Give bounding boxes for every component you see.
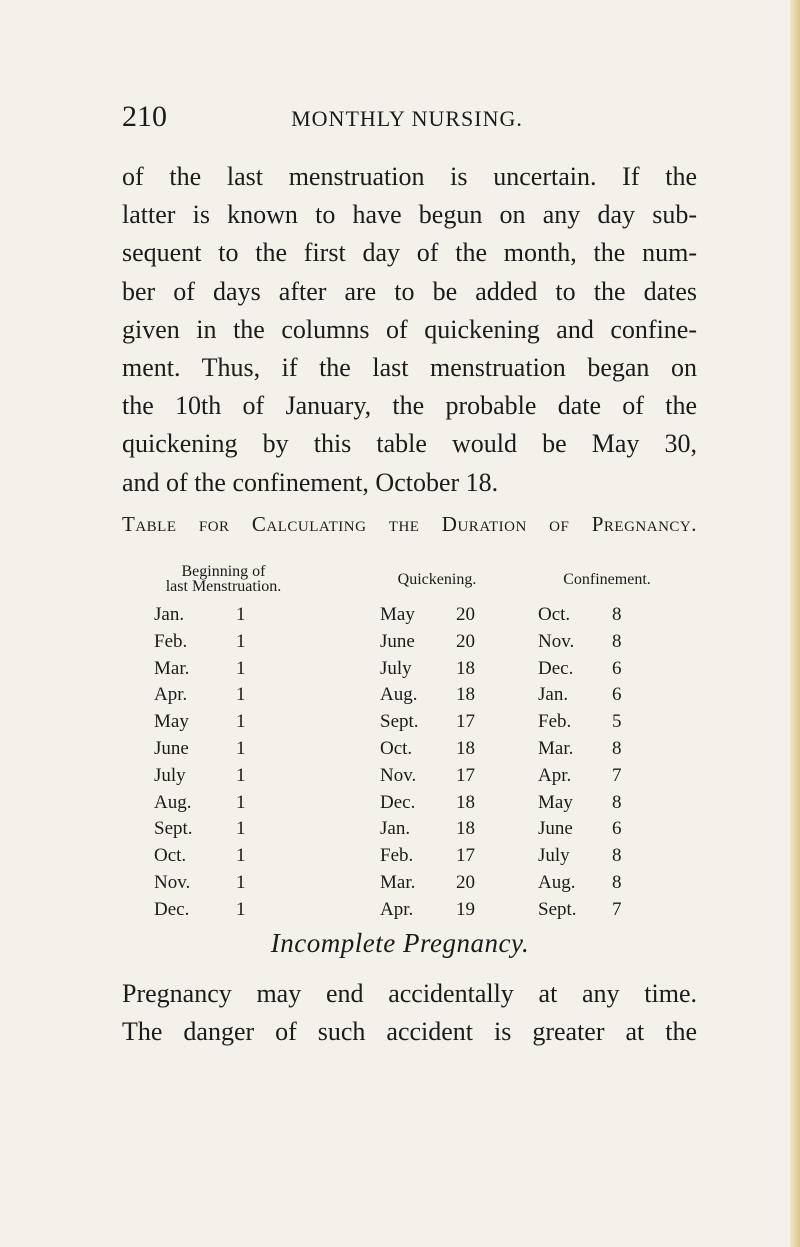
day: 1 (236, 764, 246, 786)
header-line: Beginning of (181, 563, 266, 580)
day: 1 (236, 871, 246, 893)
day: 1 (236, 711, 246, 733)
month: July (154, 764, 186, 786)
day: 18 (456, 737, 475, 759)
quickening-cell (380, 765, 500, 787)
month: Feb. (380, 845, 414, 867)
confinement-cell (538, 711, 638, 733)
day: 18 (456, 684, 475, 706)
menstruation-cell (154, 631, 274, 653)
running-title: MONTHLY NURSING. (291, 106, 523, 131)
quickening-cell (380, 818, 500, 840)
table-row (122, 711, 697, 738)
month: Jan. (154, 604, 185, 625)
quickening-cell (380, 684, 500, 706)
day: 20 (456, 630, 475, 652)
quickening-cell (380, 738, 500, 760)
day: 17 (456, 764, 475, 786)
column-header-quickening: Quickening. (397, 571, 477, 588)
day: 1 (236, 684, 246, 706)
confinement-cell (538, 845, 638, 867)
confinement-cell (538, 684, 638, 706)
paragraph-incomplete (122, 975, 697, 1051)
menstruation-cell (154, 872, 274, 894)
table-body (122, 604, 697, 926)
day: 5 (612, 711, 622, 733)
text-line: quickening by this table would be May 30, (122, 429, 697, 459)
table-header (122, 562, 697, 604)
month: Jan. (380, 818, 411, 840)
month: Aug. (154, 791, 192, 813)
quickening-cell (380, 899, 500, 921)
column-header-menstruation (126, 564, 321, 594)
section-heading: Incomplete Pregnancy. (270, 928, 530, 958)
text-line: The danger of such accident is greater at the (122, 1017, 697, 1047)
month: Mar. (380, 871, 416, 893)
month: Jan. (538, 684, 569, 706)
quickening-cell (380, 792, 500, 814)
quickening-cell (380, 845, 500, 867)
quickening-cell (380, 658, 500, 680)
table-row (122, 738, 697, 765)
confinement-cell (538, 631, 638, 653)
menstruation-cell (154, 792, 274, 814)
day: 20 (456, 604, 475, 625)
month: Aug. (380, 684, 418, 706)
confinement-cell (538, 872, 638, 894)
menstruation-cell (154, 684, 274, 706)
month: May (538, 791, 573, 813)
day: 7 (612, 764, 622, 786)
table-row (122, 818, 697, 845)
day: 20 (456, 871, 475, 893)
page-number: 210 (122, 100, 167, 133)
menstruation-cell (154, 845, 274, 867)
confinement-cell (538, 792, 638, 814)
day: 18 (456, 791, 475, 813)
month: Feb. (538, 711, 572, 733)
confinement-cell (538, 765, 638, 787)
page-edge (790, 0, 800, 1247)
month: Aug. (538, 871, 576, 893)
day: 18 (456, 657, 475, 679)
month: Dec. (538, 657, 574, 679)
month: Mar. (154, 657, 190, 679)
month: Nov. (154, 871, 191, 893)
day: 1 (236, 818, 246, 840)
confinement-cell (538, 818, 638, 840)
month: July (380, 657, 412, 679)
month: Dec. (380, 791, 416, 813)
day: 6 (612, 684, 622, 706)
month: Sept. (538, 898, 577, 920)
day: 1 (236, 845, 246, 867)
menstruation-cell (154, 765, 274, 787)
quickening-cell (380, 711, 500, 733)
confinement-cell (538, 899, 638, 921)
menstruation-cell (154, 738, 274, 760)
day: 8 (612, 604, 622, 625)
day: 1 (236, 737, 246, 759)
header-line: last Menstruation. (165, 578, 282, 595)
day: 1 (236, 657, 246, 679)
day: 8 (612, 737, 622, 759)
day: 1 (236, 898, 246, 920)
paragraph-intro (122, 158, 697, 502)
month: June (154, 737, 189, 759)
table-title: Table for Calculating the Duration of Pregnancy. (122, 512, 697, 536)
quickening-cell (380, 631, 500, 653)
month: Nov. (380, 764, 417, 786)
table-row (122, 631, 697, 658)
table-row (122, 765, 697, 792)
menstruation-cell (154, 711, 274, 733)
month: June (380, 630, 415, 652)
table-row (122, 658, 697, 685)
day: 6 (612, 657, 622, 679)
text-line: the 10th of January, the probable date of the (122, 391, 697, 421)
month: Mar. (538, 737, 574, 759)
month: Sept. (154, 818, 193, 840)
day: 19 (456, 898, 475, 920)
month: Dec. (154, 898, 190, 920)
confinement-cell (538, 604, 638, 626)
month: Apr. (380, 898, 414, 920)
table-row (122, 792, 697, 819)
month: Oct. (538, 604, 571, 625)
day: 1 (236, 791, 246, 813)
running-head (122, 100, 692, 140)
text-line: ber of days after are to be added to the dates (122, 276, 697, 306)
text-line: given in the columns of quickening and confine- (122, 314, 697, 344)
day: 8 (612, 871, 622, 893)
day: 6 (612, 818, 622, 840)
day: 8 (612, 845, 622, 867)
day: 8 (612, 791, 622, 813)
month: Apr. (154, 684, 188, 706)
text-line: sequent to the first day of the month, the num- (122, 238, 697, 268)
text-line: latter is known to have begun on any day sub- (122, 200, 697, 230)
day: 1 (236, 604, 246, 625)
table-row (122, 872, 697, 899)
day: 8 (612, 630, 622, 652)
month: May (154, 711, 189, 733)
month: July (538, 845, 570, 867)
menstruation-cell (154, 604, 274, 626)
month: Apr. (538, 764, 572, 786)
day: 17 (456, 711, 475, 733)
day: 1 (236, 630, 246, 652)
day: 18 (456, 818, 475, 840)
menstruation-cell (154, 899, 274, 921)
text-line: ment. Thus, if the last menstruation began on (122, 353, 697, 383)
confinement-cell (538, 738, 638, 760)
day: 7 (612, 898, 622, 920)
quickening-cell (380, 604, 500, 626)
menstruation-cell (154, 658, 274, 680)
month: Nov. (538, 630, 575, 652)
month: Feb. (154, 630, 188, 652)
quickening-cell (380, 872, 500, 894)
table-row (122, 684, 697, 711)
month: Oct. (380, 737, 413, 759)
confinement-cell (538, 658, 638, 680)
table-row (122, 845, 697, 872)
text-line: and of the confinement, October 18. (122, 467, 499, 497)
text-line: Pregnancy may end accidentally at any time. (122, 979, 697, 1008)
pregnancy-table (122, 562, 697, 926)
month: Oct. (154, 845, 187, 867)
table-row (122, 899, 697, 926)
day: 17 (456, 845, 475, 867)
text-line: of the last menstruation is uncertain. If the (122, 162, 697, 191)
table-row (122, 604, 697, 631)
column-header-confinement: Confinement. (563, 571, 651, 588)
month: June (538, 818, 573, 840)
month: May (380, 604, 415, 625)
menstruation-cell (154, 818, 274, 840)
month: Sept. (380, 711, 419, 733)
